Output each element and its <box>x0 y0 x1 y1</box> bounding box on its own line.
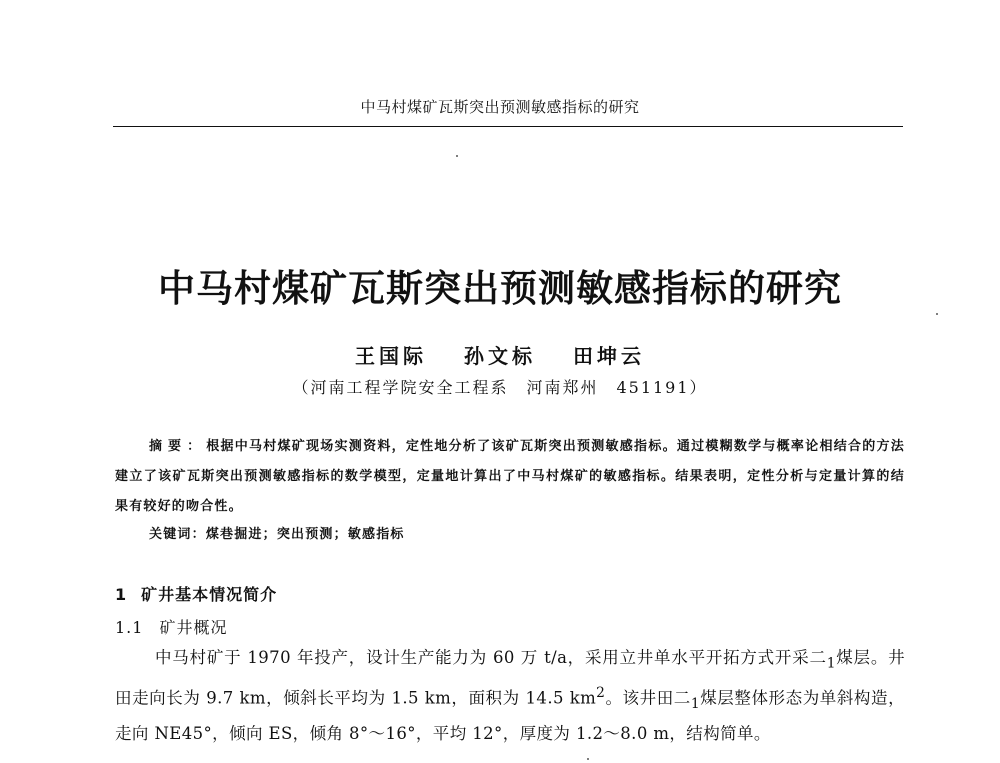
subsection-heading <box>115 615 227 638</box>
keywords <box>149 523 405 542</box>
area-superscript: 2 <box>596 685 606 702</box>
abstract-text: 根据中马村煤矿现场实测资料，定性地分析了该矿瓦斯突出预测敏感指标。通过模糊数学与概率论相结合的方法建立了该矿瓦斯突出预测敏感指标的数学模型，定量地计算出了中马村煤矿的敏感指标。结果表明，定性分析与定量计算的结果有较好的吻合性。 <box>115 439 905 514</box>
keywords-label: 关键词： <box>149 527 206 542</box>
body-text-3: 。该井田二 <box>605 688 691 708</box>
section-number: 1 <box>115 585 128 604</box>
scan-speck <box>936 313 938 315</box>
paper-title: 中马村煤矿瓦斯突出预测敏感指标的研究 <box>158 267 842 310</box>
running-head: 中马村煤矿瓦斯突出预测敏感指标的研究 <box>360 98 640 116</box>
seam-subscript-2: 1 <box>690 696 701 713</box>
section-title: 矿井基本情况简介 <box>141 585 278 604</box>
body-text-2: 煤层。井田走向长为 9.7 km，倾斜长平均为 1.5 km，面积为 14.5 km <box>115 648 905 708</box>
body-paragraph <box>115 643 905 749</box>
keywords-text: 煤巷掘进；突出预测；敏感指标 <box>205 527 405 542</box>
abstract-label: 摘要： <box>149 439 207 454</box>
affiliation: （河南工程学院安全工程系 河南郑州 451191） <box>292 378 708 397</box>
scan-speck <box>456 155 458 157</box>
subsection-title: 矿井概况 <box>159 618 228 637</box>
abstract <box>115 432 905 522</box>
section-heading <box>115 582 277 605</box>
header-rule <box>113 126 903 127</box>
body-text-1: 中马村矿于 1970 年投产，设计生产能力为 60 万 t/a，采用立井单水平开拓方式开采二 <box>155 648 827 667</box>
seam-subscript-1: 1 <box>826 655 836 672</box>
authors: 王国际 孙文标 田坤云 <box>355 344 645 368</box>
body-text-4: 煤层整体形态为单斜构造，走向 NE45°，倾向 ES，倾角 8°～16°，平均 12°，厚度为 1.2～8.0 m，结构简单。 <box>115 688 905 744</box>
scan-speck <box>587 758 589 760</box>
subsection-number: 1.1 <box>115 618 144 637</box>
